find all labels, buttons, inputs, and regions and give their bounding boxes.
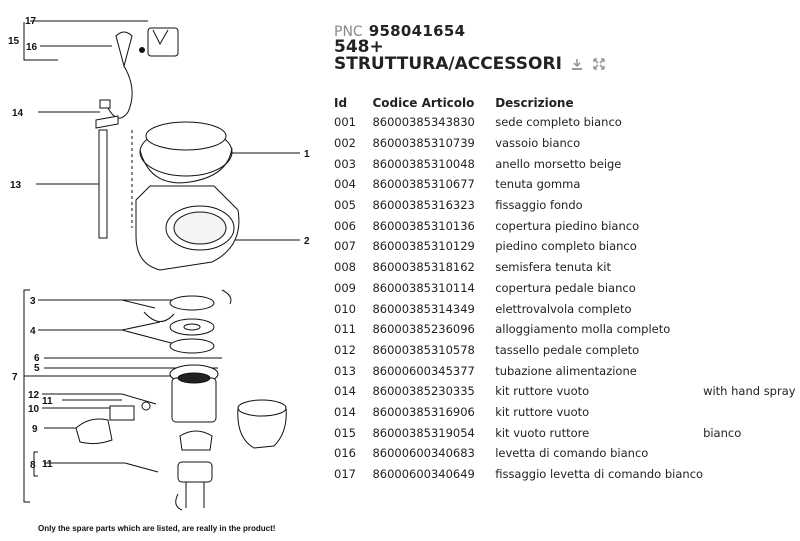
cell-code: 86000385343830	[372, 115, 475, 130]
cell-id: 004	[334, 177, 356, 192]
cell-note	[703, 257, 800, 278]
col-code-header: Codice Articolo	[372, 96, 475, 110]
cell-id: 017	[334, 467, 356, 482]
cell-code: 86000385316323	[372, 198, 475, 213]
cell-code: 86000600340683	[372, 446, 475, 461]
table-row[interactable]	[334, 257, 800, 278]
callout-11b: 11	[42, 459, 53, 470]
cell-desc: kit ruttore vuoto	[495, 404, 590, 419]
cell-code: 86000385310114	[372, 280, 475, 295]
cell-desc: levetta di comando bianco	[495, 446, 649, 461]
table-row[interactable]	[334, 402, 800, 423]
callout-3: 3	[30, 296, 36, 307]
cell-note	[703, 174, 800, 195]
cell-code: 86000600345377	[372, 363, 475, 378]
cell-note: bianco	[703, 425, 742, 440]
table-row[interactable]	[334, 153, 800, 174]
cell-desc: elettrovalvola completo	[495, 301, 632, 316]
section-title: STRUTTURA/ACCESSORI	[334, 54, 562, 74]
cell-desc: copertura piedino bianco	[495, 218, 640, 233]
table-row[interactable]	[334, 112, 800, 133]
table-row[interactable]	[334, 278, 800, 299]
cell-code: 86000385310677	[372, 177, 475, 192]
callout-6: 6	[34, 353, 40, 364]
exploded-parts-diagram	[0, 0, 330, 541]
cell-note	[703, 298, 800, 319]
cell-desc: vassoio bianco	[495, 136, 581, 151]
callout-1: 1	[304, 149, 310, 160]
cell-code: 86000385319054	[372, 425, 475, 440]
cell-desc: sede completo bianco	[495, 115, 622, 130]
table-row[interactable]	[334, 360, 800, 381]
cell-code: 86000385236096	[372, 322, 475, 337]
cell-note	[703, 402, 800, 423]
cell-desc: kit vuoto ruttore	[495, 425, 590, 440]
col-id-header: Id	[334, 96, 348, 110]
cell-note	[703, 153, 800, 174]
cell-id: 016	[334, 446, 356, 461]
cell-desc: alloggiamento molla completo	[495, 322, 671, 337]
cell-code: 86000385316906	[372, 404, 475, 419]
section-row	[334, 54, 606, 74]
cell-note	[703, 236, 800, 257]
cell-id: 005	[334, 198, 356, 213]
cell-note	[703, 319, 800, 340]
callout-9: 9	[32, 424, 38, 435]
table-row[interactable]	[334, 133, 800, 154]
callout-14: 14	[12, 108, 24, 119]
callout-16: 16	[26, 42, 38, 53]
pnc-value: 958041654	[368, 22, 466, 40]
cell-id: 010	[334, 301, 356, 316]
cell-desc: tassello pedale completo	[495, 342, 640, 357]
cell-code: 86000385310136	[372, 218, 475, 233]
cell-desc: tenuta gomma	[495, 177, 581, 192]
cell-code: 86000385318162	[372, 260, 475, 275]
cell-id: 008	[334, 260, 356, 275]
cell-note	[703, 340, 800, 361]
col-note-header	[703, 94, 800, 112]
cell-code: 86000385310739	[372, 136, 475, 151]
table-row[interactable]	[334, 174, 800, 195]
cell-code: 86000600340649	[372, 467, 475, 482]
table-row[interactable]	[334, 195, 800, 216]
callout-4: 4	[30, 326, 36, 337]
col-desc-header: Descrizione	[495, 96, 574, 110]
cell-id: 011	[334, 322, 356, 337]
cell-note	[703, 112, 800, 133]
parts-table-body	[334, 112, 800, 484]
cell-code: 86000385310048	[372, 156, 475, 171]
cell-note	[703, 278, 800, 299]
callout-8: 8	[30, 460, 36, 471]
table-row[interactable]	[334, 340, 800, 361]
cell-id: 006	[334, 218, 356, 233]
callout-11a: 11	[42, 396, 53, 407]
cell-desc: anello morsetto beige	[495, 156, 622, 171]
table-row[interactable]	[334, 422, 800, 443]
cell-code: 86000385310578	[372, 342, 475, 357]
callout-13: 13	[10, 180, 22, 191]
callout-12: 12	[28, 390, 40, 401]
cell-note	[703, 133, 800, 154]
cell-id: 012	[334, 342, 356, 357]
cell-desc: fissaggio fondo	[495, 198, 583, 213]
table-row[interactable]	[334, 215, 800, 236]
table-row[interactable]	[334, 236, 800, 257]
spare-parts-footnote: Only the spare parts which are listed, are really in the product!	[38, 524, 276, 533]
cell-id: 009	[334, 280, 356, 295]
cell-id: 014	[334, 404, 356, 419]
callout-2: 2	[304, 236, 310, 247]
cell-desc: fissaggio levetta di comando bianco	[495, 467, 704, 482]
table-row[interactable]	[334, 443, 800, 464]
cell-note: with hand spray	[703, 384, 796, 399]
cell-id: 013	[334, 363, 356, 378]
cell-id: 001	[334, 115, 356, 130]
parts-table	[334, 94, 800, 484]
cell-code: 86000385314349	[372, 301, 475, 316]
cell-desc: piedino completo bianco	[495, 239, 637, 254]
callout-5: 5	[34, 363, 40, 374]
cell-note	[703, 195, 800, 216]
cell-note	[703, 464, 800, 485]
callout-15: 15	[8, 36, 20, 47]
table-row[interactable]	[334, 298, 800, 319]
table-row[interactable]	[334, 319, 800, 340]
callout-17: 17	[25, 16, 37, 27]
cell-desc: semisfera tenuta kit	[495, 260, 611, 275]
model-name: 548+	[334, 37, 384, 57]
expand-icon[interactable]	[592, 57, 606, 71]
cell-note	[703, 360, 800, 381]
cell-desc: copertura pedale bianco	[495, 280, 636, 295]
cell-id: 003	[334, 156, 356, 171]
callout-10: 10	[28, 404, 40, 415]
cell-note	[703, 215, 800, 236]
cell-desc: kit ruttore vuoto	[495, 384, 590, 399]
cell-desc: tubazione alimentazione	[495, 363, 637, 378]
cell-id: 002	[334, 136, 356, 151]
cell-note	[703, 443, 800, 464]
table-header-row	[334, 94, 800, 112]
download-icon[interactable]	[570, 57, 584, 71]
table-row[interactable]	[334, 464, 800, 485]
product-header	[334, 22, 606, 74]
table-row[interactable]	[334, 381, 800, 402]
cell-code: 86000385310129	[372, 239, 475, 254]
cell-id: 015	[334, 425, 356, 440]
callout-7: 7	[12, 372, 18, 383]
pnc-label: PNC	[334, 24, 363, 40]
cell-id: 007	[334, 239, 356, 254]
cell-id: 014	[334, 384, 356, 399]
cell-code: 86000385230335	[372, 384, 475, 399]
